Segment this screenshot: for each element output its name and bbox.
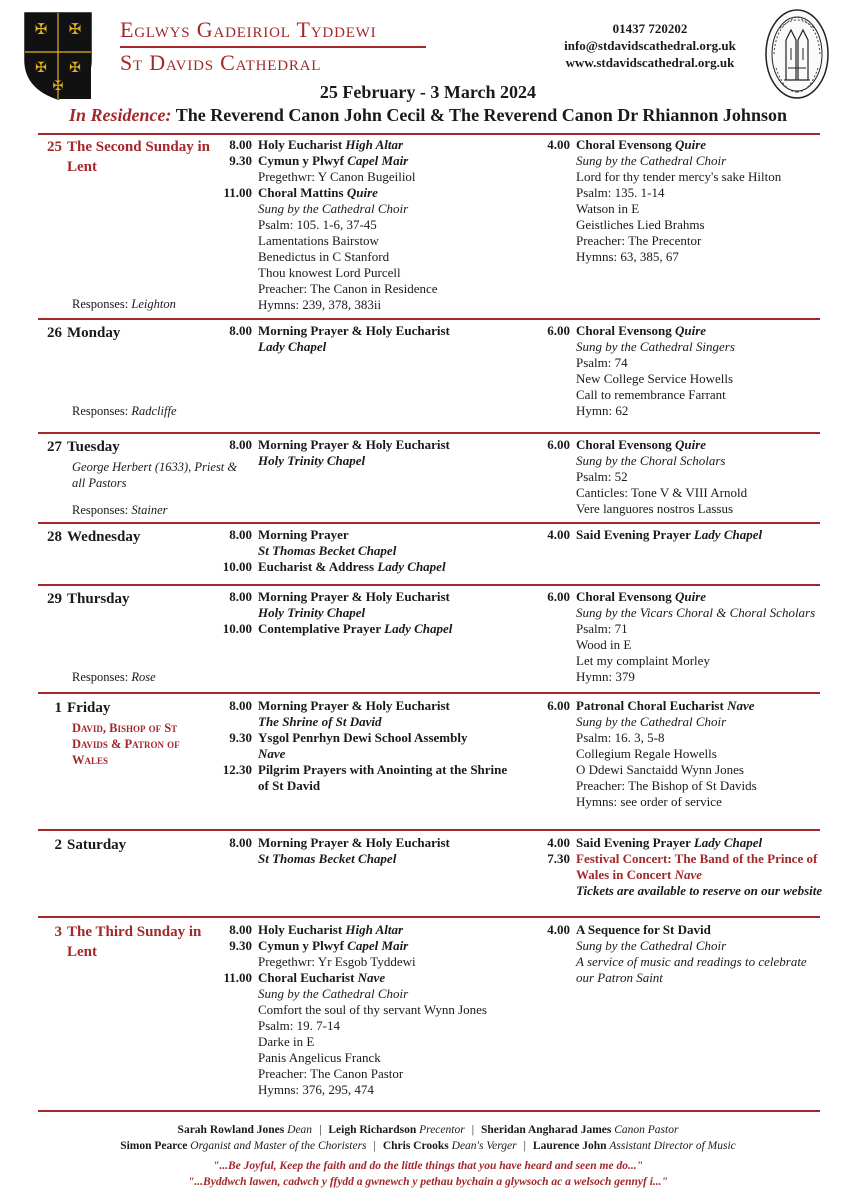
day-row-saturday-2 xyxy=(38,835,823,913)
day-heading: 26 Monday xyxy=(47,325,121,341)
service: 8.00 Morning Prayer & Holy Eucharist St Thomas Becket Chapel xyxy=(229,835,450,866)
divider xyxy=(38,318,820,320)
morning-services xyxy=(218,589,558,637)
day-heading: 29 Thursday xyxy=(47,591,130,607)
evening-services xyxy=(536,137,826,265)
responses: Responses: Rose xyxy=(72,670,156,684)
morning-services xyxy=(218,698,558,794)
evening-services xyxy=(536,698,826,810)
service: 11.00 Choral Mattins Quire Sung by the Cathedral Choir Psalm: 105. 1-6, 37-45 Lamentations Bairstow Benedictus in C Stanford Thou knowest Lord Purcell Preacher: The Canon in Residence Hymns: 239, 378, 383ii xyxy=(223,185,438,312)
service: 10.00 Contemplative Prayer Lady Chapel xyxy=(222,621,453,636)
day-row-wednesday-28 xyxy=(38,527,820,581)
service: 12.30 Pilgrim Prayers with Anointing at the Shrine of St David xyxy=(222,762,508,793)
day-heading: 3 The Third Sunday in Lent xyxy=(54,924,202,960)
quote-english: "...Be Joyful, Keep the faith and do the little things that you have heard and seen me do..." xyxy=(213,1160,643,1172)
responses: Responses: Stainer xyxy=(72,503,168,517)
evening-services xyxy=(536,589,826,685)
day-row-friday-1 xyxy=(38,698,820,826)
day-row-monday-26 xyxy=(38,323,820,429)
contact-block xyxy=(520,20,780,71)
morning-services xyxy=(218,137,558,313)
residence-names: The Reverend Canon John Cecil & The Reverend Canon Dr Rhiannon Johnson xyxy=(175,105,787,125)
day-row-sunday-25 xyxy=(38,137,820,315)
service: 6.00 Choral Evensong Quire Sung by the Vicars Choral & Choral Scholars Psalm: 71 Wood in E Let my complaint Morley Hymn: 379 xyxy=(547,589,816,684)
website-link[interactable]: www.stdavidscathedral.org.uk xyxy=(565,55,735,70)
morning-services xyxy=(218,527,558,575)
phone-number: 01437 720202 xyxy=(612,21,688,36)
service: 10.00 Eucharist & Address Lady Chapel xyxy=(222,559,446,574)
day-row-tuesday-27 xyxy=(38,437,820,519)
service: 8.00 Morning Prayer St Thomas Becket Chapel xyxy=(229,527,397,558)
morning-services xyxy=(218,323,558,355)
divider xyxy=(38,829,820,831)
divider xyxy=(38,1110,820,1112)
service: 8.00 Morning Prayer & Holy Eucharist Lady Chapel xyxy=(229,323,450,354)
date-range: 25 February - 3 March 2024 xyxy=(319,82,537,102)
service: 8.00 Morning Prayer & Holy Eucharist Holy Trinity Chapel xyxy=(229,437,450,468)
service: 11.00 Choral Eucharist Nave Sung by the Cathedral Choir Comfort the soul of thy servant Wynn Jones Psalm: 19. 7-14 Darke in E Panis Angelicus Franck Preacher: The Canon Pastor Hymns: 376, 295, 474 xyxy=(223,970,487,1097)
evening-services xyxy=(536,323,826,419)
staff-row: Sarah Rowland Jones Dean | Leigh Richardson Precentor | Sheridan Angharad James Canon Pastor xyxy=(177,1124,679,1136)
staff-row: Simon Pearce Organist and Master of the Choristers | Chris Crooks Dean's Verger | Laurence John Assistant Director of Music xyxy=(120,1140,736,1152)
svg-text:✠: ✠ xyxy=(34,22,48,38)
residence-label: In Residence: xyxy=(69,105,172,125)
responses: Responses: Radcliffe xyxy=(72,404,177,418)
evening-services xyxy=(536,835,826,899)
svg-text:✠: ✠ xyxy=(35,61,47,76)
divider xyxy=(38,584,820,586)
service: 4.00 Said Evening Prayer Lady Chapel xyxy=(547,835,763,850)
service: 4.00 Said Evening Prayer Lady Chapel xyxy=(547,527,763,542)
evening-services xyxy=(536,922,826,986)
service: 4.00 Choral Evensong Quire Sung by the Cathedral Choir Lord for thy tender mercy's sake Hilton Psalm: 135. 1-14 Watson in E Geistliches Lied Brahms Preacher: The Precentor Hymns: 63, 385, 67 xyxy=(547,137,782,264)
commemoration: David, Bishop of St Davids & Patron of Wales xyxy=(72,721,180,767)
divider xyxy=(38,522,820,524)
service: 8.00 Holy Eucharist High Altar xyxy=(229,137,404,152)
day-row-thursday-29 xyxy=(38,589,820,689)
morning-services xyxy=(218,437,558,469)
day-heading: 1 Friday xyxy=(54,700,111,716)
service: 8.00 Morning Prayer & Holy Eucharist Holy Trinity Chapel xyxy=(229,589,450,620)
title-rule xyxy=(120,46,426,48)
service: 9.30 Cymun y Plwyf Capel Mair Pregethwr: Y Canon Bugeiliol xyxy=(229,153,416,184)
morning-services xyxy=(218,835,558,867)
service: 6.00 Choral Evensong Quire Sung by the Choral Scholars Psalm: 52 Canticles: Tone V & VIII Arnold Vere languores nostros Lassus xyxy=(547,437,748,516)
service: 8.00 Morning Prayer & Holy Eucharist The Shrine of St David xyxy=(229,698,450,729)
service-concert: 7.30 Festival Concert: The Band of the Prince of Wales in Concert Nave Tickets are available to reserve on our website xyxy=(536,851,826,899)
quote-welsh: "...Byddwch lawen, cadwch y ffydd a gwnewch y pethau bychain a glywsoch ac a welsoch gennyf i..." xyxy=(188,1176,668,1188)
day-row-sunday-3 xyxy=(38,922,820,1107)
svg-text:✠: ✠ xyxy=(69,61,81,76)
cathedral-name-english: St Davids Cathedral xyxy=(120,50,322,75)
cathedral-name-welsh: Eglwys Gadeiriol Tyddewi xyxy=(120,17,377,42)
footer-staff xyxy=(0,1122,856,1190)
canons-in-residence xyxy=(0,105,856,126)
service: 6.00 Patronal Choral Eucharist Nave Sung by the Cathedral Choir Psalm: 16. 3, 5-8 Collegium Regale Howells O Ddewi Sanctaidd Wynn Jones Preacher: The Bishop of St Davids Hymns: see order of service xyxy=(547,698,757,809)
commemoration: George Herbert (1633), Priest & all Pastors xyxy=(72,460,238,490)
service: 9.30 Ysgol Penrhyn Dewi School Assembly Nave xyxy=(229,730,468,761)
day-heading: 2 Saturday xyxy=(54,837,127,853)
service: 4.00 A Sequence for St David Sung by the Cathedral Choir A service of music and readings to celebrate our Patron Saint xyxy=(547,922,807,985)
service: 8.00 Holy Eucharist High Altar xyxy=(229,922,404,937)
svg-text:✠: ✠ xyxy=(52,78,64,93)
divider xyxy=(38,432,820,434)
evening-services xyxy=(536,437,826,517)
service: 6.00 Choral Evensong Quire Sung by the Cathedral Singers Psalm: 74 New College Service Howells Call to remembrance Farrant Hymn: 62 xyxy=(547,323,735,418)
evening-services xyxy=(536,527,826,543)
morning-services xyxy=(218,922,558,1098)
day-heading: 25 The Second Sunday in Lent xyxy=(47,139,210,175)
divider xyxy=(38,692,820,694)
service: 9.30 Cymun y Plwyf Capel Mair Pregethwr: Yr Esgob Tyddewi xyxy=(229,938,416,969)
email-link[interactable]: info@stdavidscathedral.org.uk xyxy=(564,38,736,53)
responses: Responses: Leighton xyxy=(72,297,176,311)
divider xyxy=(38,916,820,918)
ticket-info: Tickets are available to reserve on our website xyxy=(576,883,823,898)
svg-text:✠: ✠ xyxy=(68,22,82,38)
day-heading: 27 Tuesday xyxy=(47,439,120,455)
divider xyxy=(38,133,820,135)
day-heading: 28 Wednesday xyxy=(47,529,141,545)
